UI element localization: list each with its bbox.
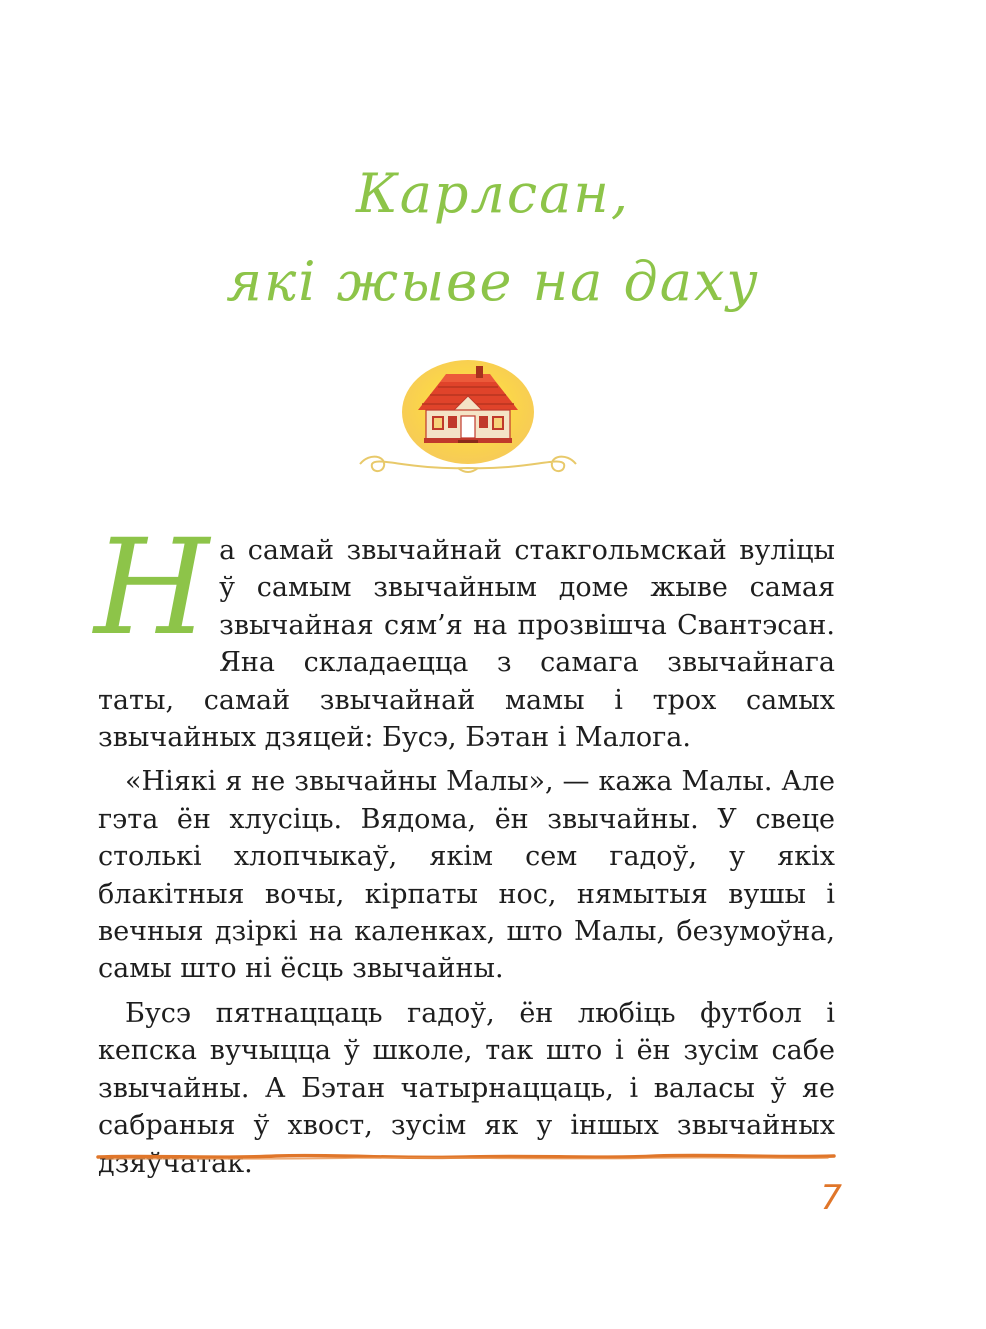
paragraph-1 <box>94 511 835 756</box>
paragraph-3: Бусэ пятнаццаць гадоў, ён любіць футбол і кепска вучыцца ў школе, так што і ён зусім сабе звычайны. А Бэтан чатырнаццаць, і валасы ў яе сабраныя ў хвост, зусім як у іншых звычайных дзяўчатак. <box>98 997 835 1179</box>
paragraph-2: «Ніякі я не звычайны Малы», — кажа Малы. Але гэта ён хлусіць. Вядома, ён звычайны. У свеце столькі хлопчыкаў, якім сем гадоў, у якіх блакітныя вочы, кірпаты нос, нямытыя вушы і вечныя дзіркі на каленках, што Малы, безумоўна, самы што ні ёсць звычайны. <box>98 766 835 985</box>
house-illustration <box>350 360 586 490</box>
drop-cap: Н <box>94 511 210 665</box>
page-number: 7 <box>820 1178 842 1218</box>
paragraph-1-text: а самай звычайнай стакгольмскай вуліцы ў самым звычайным доме жыве самая звычайная сям’я на прозвішча Свантэсан. Яна складаецца з самага звычайнага таты, самай звычайнай мамы і трох самых звычайных дзяцей: Бусэ, Бэтан і Малога. <box>98 535 835 754</box>
house-icon <box>350 360 586 490</box>
chapter-title-line-1: Карлсан, <box>355 162 631 225</box>
chapter-body <box>94 511 835 1189</box>
footer-rule <box>96 1150 836 1164</box>
chapter-title-line-2: які жыве на даху <box>226 250 760 313</box>
chapter-title <box>0 150 986 326</box>
